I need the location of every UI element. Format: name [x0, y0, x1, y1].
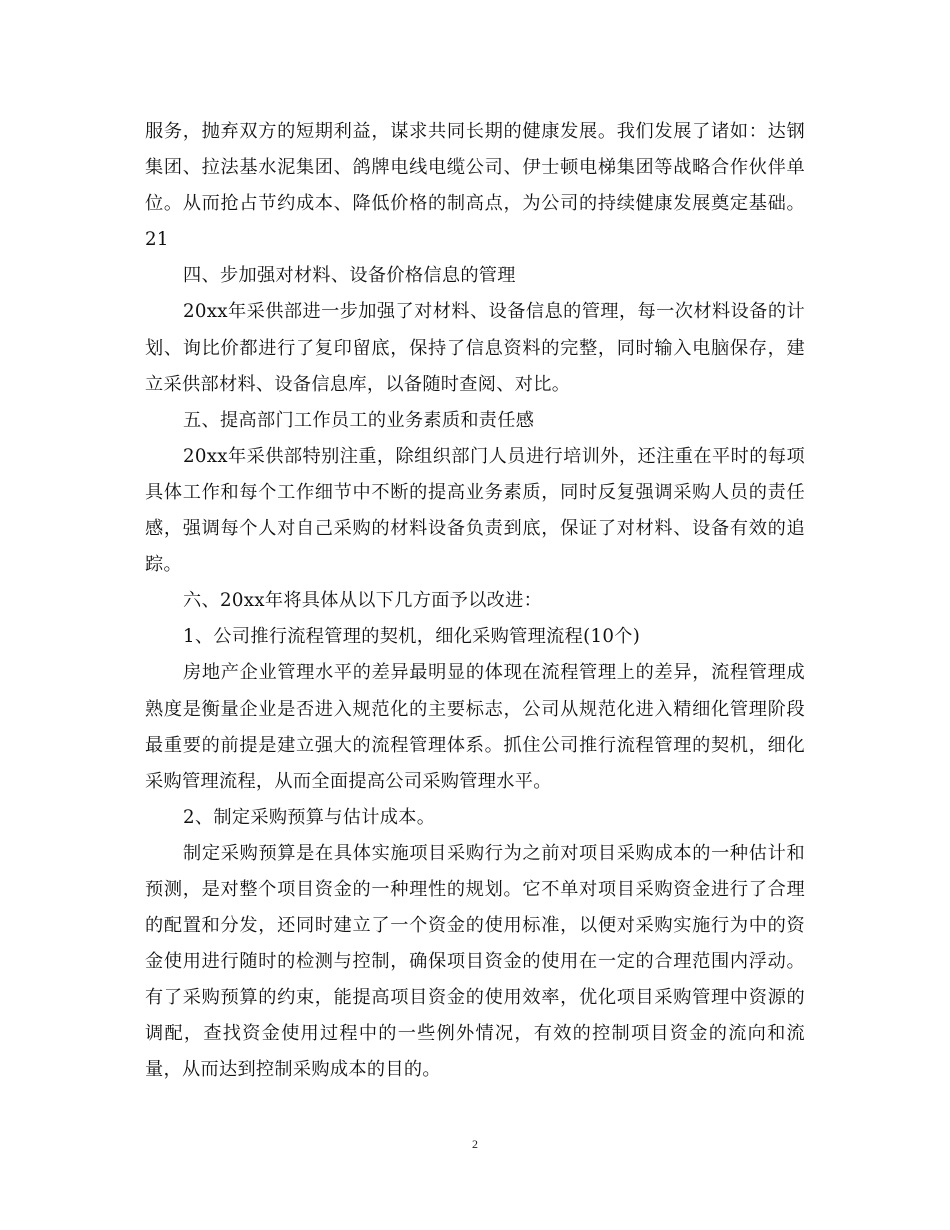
- section-heading-5: 五、提高部门工作员工的业务素质和责任感: [183, 409, 535, 431]
- paragraph-budget: 制定采购预算是在具体实施项目采购行为之前对项目采购成本的一种估计和预测，是对整个项目资金的一种理性的规划。它不单对项目采购资金进行了合理的配置和分发，还同时建立了一个资金的使用标准，以便对采购实施行为中的资金使用进行随时的检测与控制，确保项目资金的使用在一定的合理范围内浮动。有了采购预算的约束，能提高项目资金的使用效率，优化项目采购管理中资源的调配，查找资金使用过程中的一些例外情况，有效的控制项目资金的流向和流量，从而达到控制采购成本的目的。: [145, 842, 805, 1081]
- paragraph-continuation: 服务，抛弃双方的短期利益，谋求共同长期的健康发展。我们发展了诸如：达钢集团、拉法基水泥集团、鸽牌电线电缆公司、伊士顿电梯集团等战略合作伙伴单位。从而抢占节约成本、降低价格的制高点，为公司的持续健康发展奠定基础。21: [145, 121, 805, 251]
- section-heading-4: 四、步加强对材料、设备价格信息的管理: [183, 265, 516, 287]
- paragraph-info-management: 20xx年采供部进一步加强了对材料、设备信息的管理，每一次材料设备的计划、询比价都进行了复印留底，保持了信息资料的完整，同时输入电脑保存，建立采供部材料、设备信息库，以备随时查阅、对比。: [145, 301, 805, 395]
- document-body: [145, 114, 805, 1089]
- subheading-1: 1、公司推行流程管理的契机，细化采购管理流程(10个): [183, 626, 641, 648]
- page-number: 2: [472, 1137, 478, 1151]
- subheading-2: 2、制定采购预算与估计成本。: [183, 806, 436, 828]
- paragraph-process-management: 房地产企业管理水平的差异最明显的体现在流程管理上的差异，流程管理成熟度是衡量企业是否进入规范化的主要标志，公司从规范化进入精细化管理阶段最重要的前提是建立强大的流程管理体系。抓住公司推行流程管理的契机，细化采购管理流程，从而全面提高公司采购管理水平。: [145, 662, 805, 792]
- section-heading-6: 六、20xx年将具体从以下几方面予以改进：: [183, 590, 543, 612]
- paragraph-staff-quality: 20xx年采供部特别注重，除组织部门人员进行培训外，还注重在平时的每项具体工作和每个工作细节中不断的提高业务素质，同时反复强调采购人员的责任感，强调每个人对自己采购的材料设备负责到底，保证了对材料、设备有效的追踪。: [145, 445, 805, 576]
